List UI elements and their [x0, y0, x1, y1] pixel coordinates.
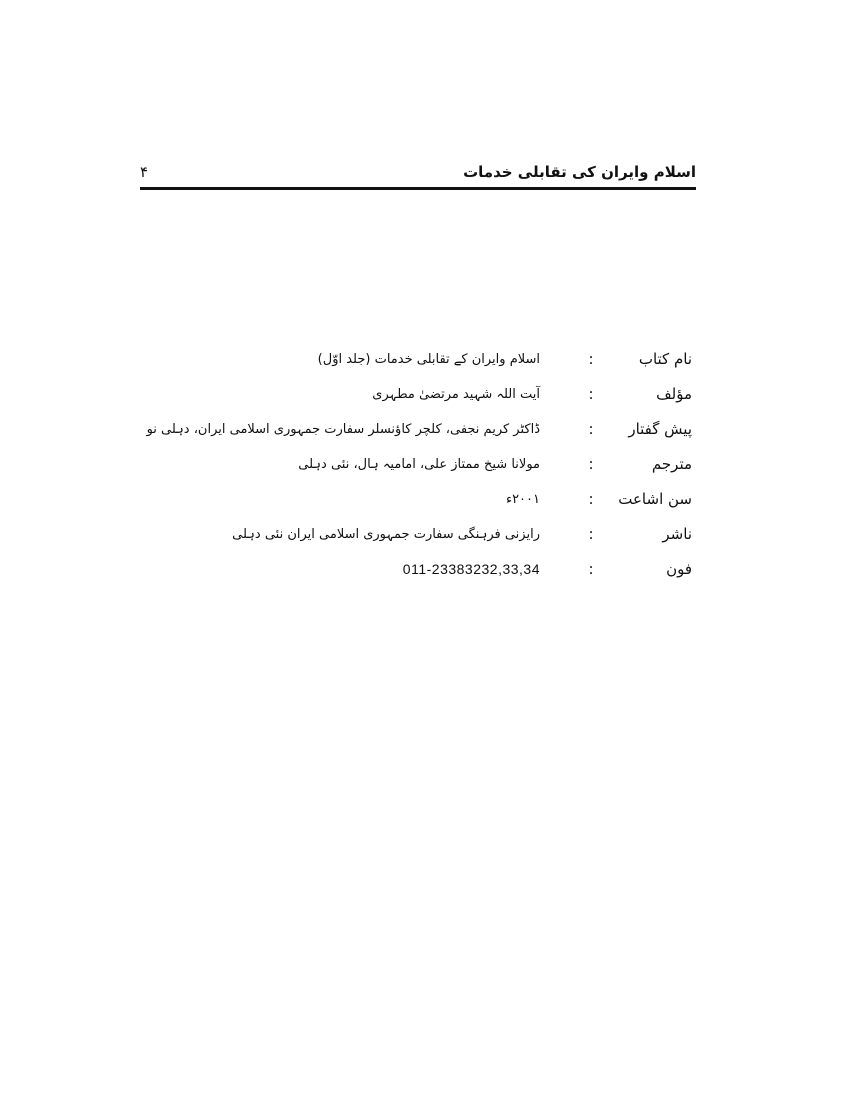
row-label: سن اشاعت — [618, 490, 692, 508]
row-colon: : — [588, 385, 594, 403]
row-label: مترجم — [651, 455, 692, 473]
row-value: ۲۰۰۱ء — [505, 492, 540, 507]
header-rule — [140, 187, 696, 190]
row-colon: : — [588, 350, 594, 368]
row-label: فون — [666, 560, 692, 578]
row-value: اسلام وایران کے تقابلی خدمات (جلد اوّل) — [317, 352, 540, 367]
row-value: ڈاکٹر کریم نجفی، کلچر کاؤنسلر سفارت جمہوری اسلامی ایران، دہلی نو — [146, 422, 540, 437]
colophon-row-phone — [240, 552, 700, 587]
page-header — [140, 160, 696, 184]
row-label: مؤلف — [656, 385, 692, 403]
row-colon: : — [588, 455, 594, 473]
row-label: پیش گفتار — [628, 420, 692, 438]
row-value: مولانا شیخ ممتاز علی، امامیہ ہال، نئی دہلی — [298, 457, 540, 472]
row-value-phone: 011-23383232,33,34 — [402, 561, 540, 577]
colophon-row-publisher — [232, 517, 700, 552]
row-label: نام کتاب — [638, 350, 692, 368]
colophon-table — [146, 342, 700, 587]
colophon-row-book-title — [240, 342, 700, 377]
row-value: آیت اللہ شہید مرتضیٰ مطہری — [372, 387, 540, 402]
colophon-row-author — [240, 377, 700, 412]
row-colon: : — [588, 420, 594, 438]
page-number: ۴ — [140, 163, 149, 181]
row-colon: : — [588, 525, 594, 543]
row-colon: : — [588, 560, 594, 578]
row-colon: : — [588, 490, 594, 508]
running-title: اسلام وایران کی تقابلی خدمات — [463, 163, 696, 181]
colophon-row-publication-year — [240, 482, 700, 517]
colophon-row-foreword — [146, 412, 700, 447]
row-value: رایزنی فرہنگی سفارت جمہوری اسلامی ایران نئی دہلی — [232, 527, 540, 542]
colophon-row-translator — [240, 447, 700, 482]
row-label: ناشر — [662, 525, 692, 543]
